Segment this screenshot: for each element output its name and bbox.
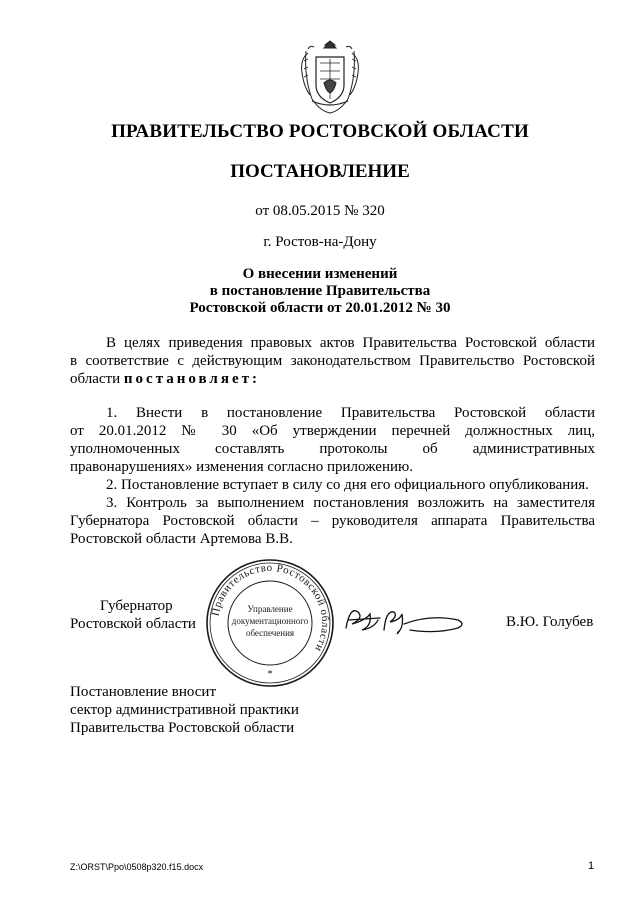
- submitted-by-line: Правительства Ростовской области: [70, 720, 295, 736]
- item-1-line: от 20.01.2012 № 30 «Об утверждении перечней должностных лиц,: [70, 423, 595, 439]
- document-city: г. Ростов-на-Дону: [263, 234, 377, 250]
- item-3-line: Ростовской области Артемова В.В.: [70, 531, 293, 547]
- item-1-line: уполномоченных составлять протоколы об административных: [70, 441, 595, 457]
- document-type: ПОСТАНОВЛЕНИЕ: [230, 161, 410, 182]
- preamble-paragraph: [70, 334, 595, 388]
- government-title: ПРАВИТЕЛЬСТВО РОСТОВСКОЙ ОБЛАСТИ: [111, 121, 529, 142]
- submitted-by-line: Постановление вносит: [70, 684, 217, 700]
- item-1-line: правонарушениях» изменения согласно приложению.: [70, 459, 413, 475]
- subject-line: Ростовской области от 20.01.2012 № 30: [189, 300, 451, 316]
- coat-of-arms-icon: [294, 37, 366, 117]
- submitted-by-block: [70, 683, 299, 737]
- decree-items: [70, 404, 595, 548]
- preamble-last-line: [70, 370, 595, 388]
- signer-position-line: Губернатор: [100, 598, 173, 614]
- subject-line: в постановление Правительства: [209, 283, 431, 299]
- preamble-line: в соответствие с действующим законодательством Правительство Ростовской: [70, 353, 595, 369]
- document-subject: [0, 266, 640, 317]
- subject-line: О внесении изменений: [242, 266, 398, 282]
- decree-word: постановляет:: [123, 371, 260, 387]
- item-3-line: Губернатора Ростовской области – руководителя аппарата Правительства: [70, 513, 595, 529]
- seal-center-line: документационного: [231, 616, 309, 626]
- signer-name: В.Ю. Голубев: [506, 614, 594, 630]
- item-3-line: 3. Контроль за выполнением постановления возложить на заместителя: [106, 495, 595, 511]
- signer-position: [70, 597, 196, 633]
- preamble-line: В целях приведения правовых актов Правительства Ростовской области: [106, 335, 595, 351]
- handwritten-signature-icon: [340, 600, 470, 640]
- seal-center-line: Управление: [247, 604, 293, 614]
- document-date-number: от 08.05.2015 № 320: [255, 203, 385, 219]
- seal-ring-text: Правительство Ростовской области: [209, 561, 332, 654]
- submitted-by-line: сектор административной практики: [70, 702, 299, 718]
- item-2: 2. Постановление вступает в силу со дня его официального опубликования.: [106, 477, 589, 493]
- footer-file-path: Z:\ORST\Ppo\0508p320.f15.docx: [70, 862, 204, 872]
- official-seal-stamp: [205, 558, 335, 688]
- seal-center-line: обеспечения: [245, 628, 295, 638]
- preamble-prefix: области: [70, 371, 121, 387]
- seal-star: *: [267, 669, 273, 680]
- page-number: 1: [588, 860, 595, 872]
- signer-position-line: Ростовской области: [70, 616, 196, 632]
- item-1-line: 1. Внести в постановление Правительства Ростовской области: [106, 405, 595, 421]
